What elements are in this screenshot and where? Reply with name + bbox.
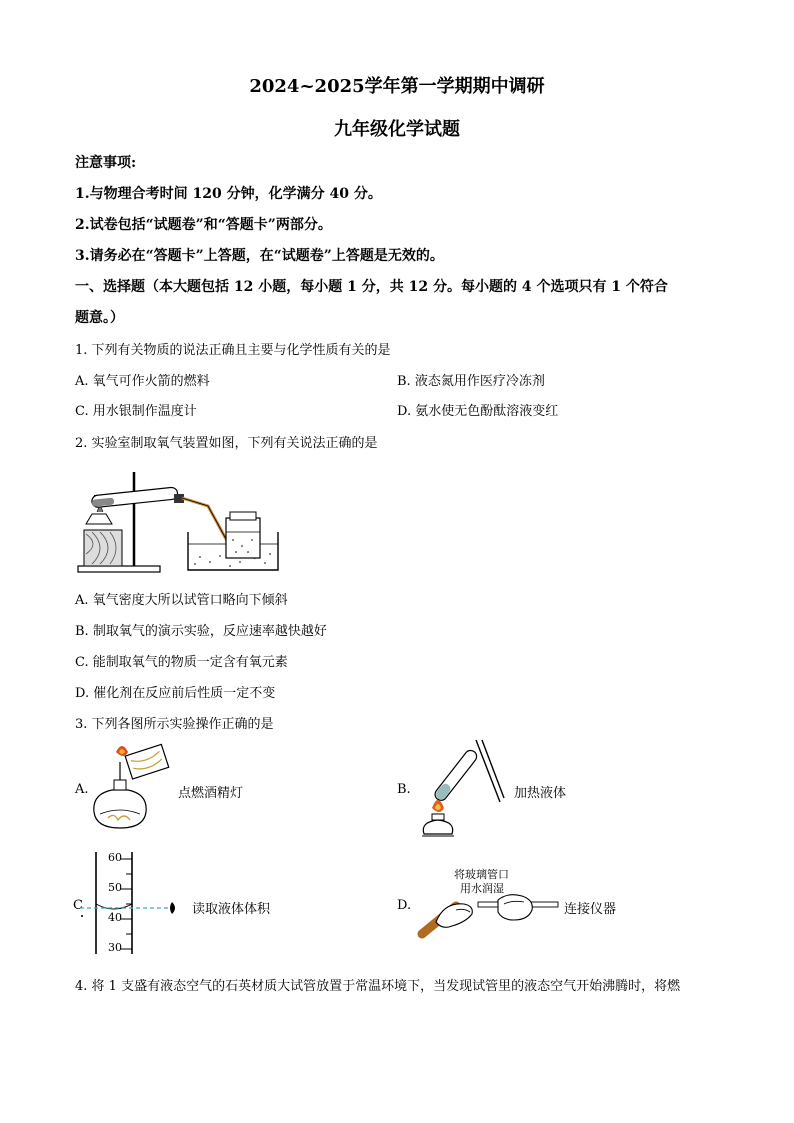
notice-item-2: 2.试卷包括“试题卷”和“答题卡”两部分。 (75, 217, 332, 233)
question-3-option-d-letter: D. (397, 898, 412, 913)
question-2-stem: 2. 实验室制取氧气装置如图，下列有关说法正确的是 (75, 436, 378, 451)
question-3-option-b-caption: 加热液体 (514, 786, 567, 801)
question-3-option-a-caption: 点燃酒精灯 (178, 786, 244, 801)
heating-liquid-figure (416, 738, 506, 840)
question-3-option-a-letter: A. (75, 782, 89, 797)
question-3-option-c-caption: 读取液体体积 (192, 902, 271, 917)
cylinder-tick-30: 30 (108, 941, 122, 954)
cylinder-tick-40: 40 (108, 911, 122, 924)
oxygen-apparatus-figure (70, 462, 280, 580)
section-heading-cont: 题意。） (75, 310, 124, 326)
question-1-option-c: C. 用水银制作温度计 (75, 404, 197, 419)
question-3-option-d-note-2: 用水润湿 (460, 882, 504, 895)
question-2-option-d: D. 催化剂在反应前后性质一定不变 (75, 686, 276, 701)
question-3-option-c-letter: C (73, 898, 83, 913)
question-4-stem: 4. 将 1 支盛有液态空气的石英材质大试管放置于常温环境下，当发现试管里的液态空气开始沸腾时，将燃 (75, 979, 681, 994)
cylinder-tick-60: 60 (108, 851, 122, 864)
exam-subtitle: 九年级化学试题 (334, 119, 460, 140)
question-3-option-d-note-1: 将玻璃管口 (454, 868, 509, 881)
notice-heading: 注意事项: (75, 155, 137, 171)
question-2-option-c: C. 能制取氧气的物质一定含有氧元素 (75, 655, 288, 670)
cylinder-reading-figure (80, 850, 180, 956)
question-2-option-b: B. 制取氧气的演示实验，反应速率越快越好 (75, 624, 327, 639)
notice-item-1: 1.与物理合考时间 120 分钟，化学满分 40 分。 (75, 186, 382, 202)
section-heading: 一、选择题（本大题包括 12 小题，每小题 1 分，共 12 分。每小题的 4 个选项只有 1 个符合 (75, 279, 668, 295)
question-1-stem: 1. 下列有关物质的说法正确且主要与化学性质有关的是 (75, 343, 391, 358)
question-3-option-d-caption: 连接仪器 (564, 902, 617, 917)
lamp-lighting-figure (88, 742, 176, 834)
notice-item-3: 3.请务必在“答题卡”上答题，在“试题卷”上答题是无效的。 (75, 248, 444, 264)
question-3-option-b-letter: B. (397, 782, 411, 797)
question-1-option-b: B. 液态氮用作医疗冷冻剂 (397, 374, 545, 389)
question-1-option-d: D. 氨水使无色酚酞溶液变红 (397, 404, 559, 419)
question-2-option-a: A. 氧气密度大所以试管口略向下倾斜 (75, 593, 288, 608)
question-1-option-a: A. 氧气可作火箭的燃料 (75, 374, 210, 389)
connecting-apparatus-figure (416, 888, 566, 944)
exam-title: 2024~2025学年第一学期期中调研 (249, 76, 545, 97)
question-3-stem: 3. 下列各图所示实验操作正确的是 (75, 717, 274, 732)
cylinder-tick-50: 50 (108, 881, 122, 894)
